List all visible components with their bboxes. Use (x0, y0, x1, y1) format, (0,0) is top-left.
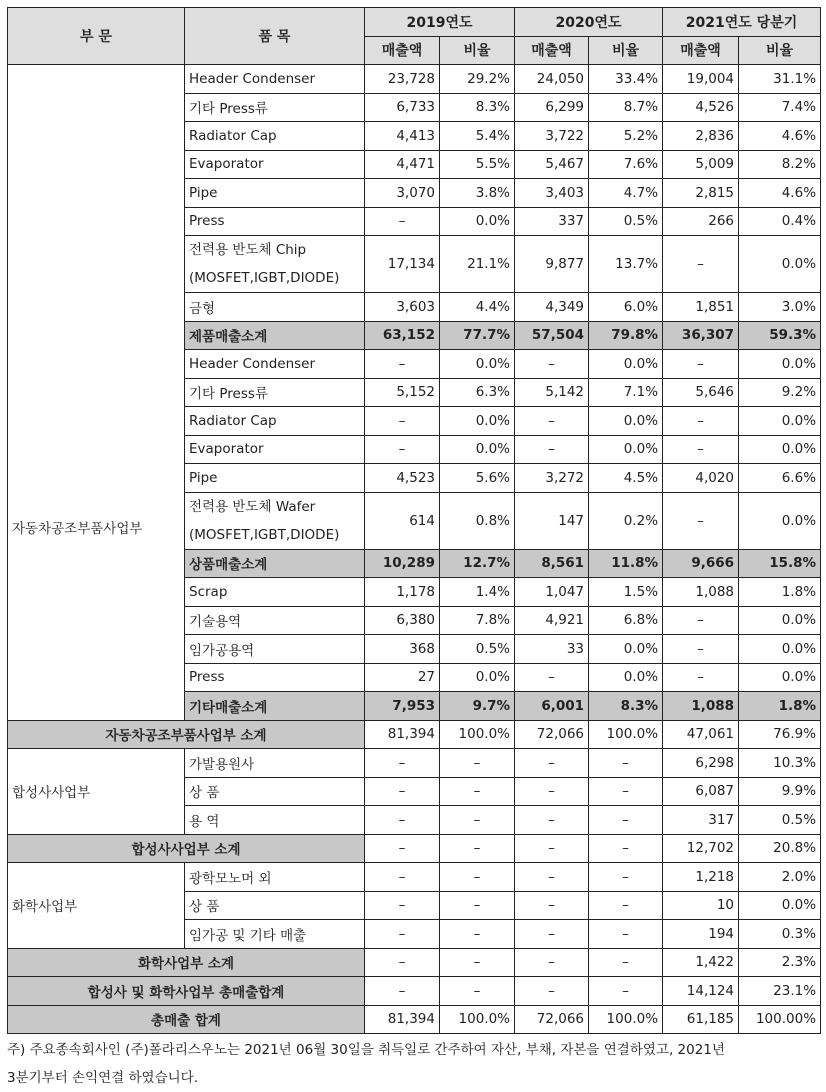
ratio-cell: 6.8% (589, 606, 663, 635)
ratio-cell: 0.0% (589, 435, 663, 464)
sales-amount-cell: – (515, 891, 589, 920)
ratio-cell: 8.7% (589, 93, 663, 122)
division-name-cell: 합성사사업부 (8, 749, 185, 835)
sales-amount-cell: 2,815 (663, 179, 739, 208)
ratio-cell: 0.0% (589, 407, 663, 436)
ratio-cell: 0.0% (440, 207, 515, 236)
sales-amount-cell: – (365, 891, 440, 920)
footnote-line-1: 주) 주요종속회사인 (주)폴라리스우노는 2021년 06월 30일을 취득일로 간주하여 자산, 부채, 자본을 연결하였고, 2021년 (7, 1042, 725, 1058)
sales-amount-cell: 317 (663, 806, 739, 835)
division-header: 부 문 (8, 8, 185, 65)
sales-header: 매출액 (365, 36, 440, 65)
product-item-cell: Pipe (185, 179, 365, 208)
ratio-cell: 0.0% (739, 606, 821, 635)
sales-amount-cell: 1,851 (663, 293, 739, 322)
sales-amount-cell: 1,218 (663, 863, 739, 892)
sales-amount-cell: 4,921 (515, 606, 589, 635)
total-label-cell: 화학사업부 소계 (8, 948, 365, 977)
ratio-cell: – (589, 920, 663, 949)
product-item-cell: 기타매출소계 (185, 692, 365, 721)
ratio-cell: 100.0% (440, 1005, 515, 1034)
sales-amount-cell: 5,142 (515, 378, 589, 407)
sales-amount-cell: 4,413 (365, 122, 440, 151)
sales-amount-cell: 5,152 (365, 378, 440, 407)
product-item-cell: 가발용원사 (185, 749, 365, 778)
sales-amount-cell: 4,471 (365, 150, 440, 179)
ratio-cell: – (440, 948, 515, 977)
sales-amount-cell: – (365, 948, 440, 977)
ratio-cell: 0.5% (440, 635, 515, 664)
ratio-cell: 6.3% (440, 378, 515, 407)
ratio-cell: 59.3% (739, 321, 821, 350)
sales-amount-cell: – (365, 435, 440, 464)
ratio-cell: – (589, 863, 663, 892)
sales-amount-cell: 17,134 (365, 236, 440, 293)
ratio-cell: 4.7% (589, 179, 663, 208)
ratio-cell: – (589, 806, 663, 835)
sales-amount-cell: 368 (365, 635, 440, 664)
sales-amount-cell: – (515, 834, 589, 863)
sales-amount-cell: – (515, 407, 589, 436)
ratio-cell: 4.5% (589, 464, 663, 493)
sales-amount-cell: – (365, 863, 440, 892)
division-total-row (8, 834, 821, 863)
ratio-cell: 1.4% (440, 578, 515, 607)
total-label-cell: 합성사 및 화학사업부 총매출합계 (8, 977, 365, 1006)
product-item-cell: 상 품 (185, 777, 365, 806)
ratio-cell: 0.0% (739, 891, 821, 920)
sales-amount-cell: – (663, 407, 739, 436)
ratio-cell: 0.0% (739, 236, 821, 293)
ratio-cell: 1.8% (739, 578, 821, 607)
sales-amount-cell: – (515, 806, 589, 835)
sales-amount-cell: – (365, 920, 440, 949)
product-item-cell: Header Condenser (185, 65, 365, 94)
sales-amount-cell: – (663, 635, 739, 664)
sales-amount-cell: 9,666 (663, 549, 739, 578)
ratio-cell: – (589, 749, 663, 778)
sales-amount-cell: 5,646 (663, 378, 739, 407)
ratio-cell: 100.0% (589, 1005, 663, 1034)
ratio-cell: 9.2% (739, 378, 821, 407)
ratio-cell: 79.8% (589, 321, 663, 350)
ratio-header: 비율 (739, 36, 821, 65)
product-item-line-1: 전력용 반도체 Chip (189, 242, 307, 258)
ratio-cell: 9.7% (440, 692, 515, 721)
product-header: 품 목 (185, 8, 365, 65)
sales-amount-cell: 3,603 (365, 293, 440, 322)
ratio-cell: 0.0% (739, 663, 821, 692)
sales-amount-cell: 194 (663, 920, 739, 949)
sales-amount-cell: – (365, 350, 440, 379)
sales-amount-cell: – (365, 749, 440, 778)
sales-amount-cell: 266 (663, 207, 739, 236)
product-item-cell (185, 492, 365, 549)
sales-amount-cell: 7,953 (365, 692, 440, 721)
sales-amount-cell: 63,152 (365, 321, 440, 350)
sales-amount-cell: – (515, 920, 589, 949)
sales-amount-cell: 3,070 (365, 179, 440, 208)
ratio-cell: 13.7% (589, 236, 663, 293)
total-label-cell: 자동차공조부품사업부 소계 (8, 720, 365, 749)
ratio-cell: 6.6% (739, 464, 821, 493)
sales-amount-cell: 61,185 (663, 1005, 739, 1034)
period-header-2020: 2020연도 (515, 8, 663, 37)
ratio-cell: 15.8% (739, 549, 821, 578)
ratio-cell: 5.6% (440, 464, 515, 493)
sales-amount-cell: 6,733 (365, 93, 440, 122)
header-row-1 (8, 8, 821, 37)
sales-amount-cell: 47,061 (663, 720, 739, 749)
sales-amount-cell: 5,467 (515, 150, 589, 179)
ratio-cell: 8.2% (739, 150, 821, 179)
ratio-cell: – (440, 891, 515, 920)
product-item-cell: 기타 Press류 (185, 93, 365, 122)
product-item-line-2: (MOSFET,IGBT,DIODE) (189, 270, 340, 286)
table-row (8, 65, 821, 94)
product-item-cell: Header Condenser (185, 350, 365, 379)
ratio-cell: 100.0% (440, 720, 515, 749)
product-item-cell: Evaporator (185, 435, 365, 464)
ratio-cell: 0.0% (739, 435, 821, 464)
ratio-cell: 4.6% (739, 122, 821, 151)
sales-amount-cell: 1,088 (663, 692, 739, 721)
ratio-header: 비율 (440, 36, 515, 65)
ratio-cell: – (440, 777, 515, 806)
ratio-cell: 5.4% (440, 122, 515, 151)
ratio-cell: 12.7% (440, 549, 515, 578)
sales-amount-cell: 72,066 (515, 720, 589, 749)
sales-amount-cell: 6,380 (365, 606, 440, 635)
ratio-cell: 77.7% (440, 321, 515, 350)
product-item-cell: Press (185, 207, 365, 236)
sales-amount-cell: 81,394 (365, 1005, 440, 1034)
ratio-cell: – (589, 834, 663, 863)
sales-amount-cell: 3,722 (515, 122, 589, 151)
ratio-cell: – (440, 806, 515, 835)
ratio-cell: – (589, 891, 663, 920)
sales-amount-cell: – (663, 435, 739, 464)
sales-amount-cell: 1,047 (515, 578, 589, 607)
sales-amount-cell: 1,422 (663, 948, 739, 977)
sales-amount-cell: 24,050 (515, 65, 589, 94)
sales-amount-cell: 19,004 (663, 65, 739, 94)
sales-amount-cell: – (515, 749, 589, 778)
ratio-cell: 8.3% (589, 692, 663, 721)
sales-amount-cell: – (663, 663, 739, 692)
ratio-cell: 4.6% (739, 179, 821, 208)
ratio-cell: 3.8% (440, 179, 515, 208)
sales-amount-cell: – (515, 663, 589, 692)
sales-amount-cell: 9,877 (515, 236, 589, 293)
sales-amount-cell: – (365, 977, 440, 1006)
ratio-cell: – (440, 977, 515, 1006)
sales-amount-cell: – (515, 863, 589, 892)
ratio-cell: 0.3% (739, 920, 821, 949)
sales-amount-cell: – (663, 236, 739, 293)
product-item-cell: 금형 (185, 293, 365, 322)
ratio-cell: 0.0% (440, 663, 515, 692)
sales-amount-cell: – (365, 834, 440, 863)
product-item-cell: 광학모노머 외 (185, 863, 365, 892)
sales-amount-cell: 12,702 (663, 834, 739, 863)
ratio-cell: 7.8% (440, 606, 515, 635)
ratio-cell: 7.6% (589, 150, 663, 179)
sales-amount-cell: 4,020 (663, 464, 739, 493)
ratio-cell: 3.0% (739, 293, 821, 322)
table-row (8, 863, 821, 892)
product-item-cell: 기타 Press류 (185, 378, 365, 407)
ratio-cell: 0.8% (440, 492, 515, 549)
ratio-cell: 11.8% (589, 549, 663, 578)
sales-amount-cell: 6,298 (663, 749, 739, 778)
ratio-cell: 20.8% (739, 834, 821, 863)
ratio-cell: 0.2% (589, 492, 663, 549)
ratio-header: 비율 (589, 36, 663, 65)
product-item-cell (185, 236, 365, 293)
division-total-row (8, 977, 821, 1006)
ratio-cell: 0.0% (739, 492, 821, 549)
period-header-2021: 2021연도 당분기 (663, 8, 821, 37)
sales-amount-cell: – (515, 350, 589, 379)
ratio-cell: 100.00% (739, 1005, 821, 1034)
total-label-cell: 합성사사업부 소계 (8, 834, 365, 863)
product-item-cell: Pipe (185, 464, 365, 493)
sales-amount-cell: – (515, 435, 589, 464)
sales-amount-cell: – (365, 207, 440, 236)
sales-amount-cell: 1,088 (663, 578, 739, 607)
sales-amount-cell: 4,526 (663, 93, 739, 122)
ratio-cell: 0.0% (440, 350, 515, 379)
sales-amount-cell: 147 (515, 492, 589, 549)
product-item-cell: 임가공용역 (185, 635, 365, 664)
sales-amount-cell: 6,087 (663, 777, 739, 806)
ratio-cell: – (589, 948, 663, 977)
ratio-cell: 7.1% (589, 378, 663, 407)
table-row (8, 749, 821, 778)
ratio-cell: 6.0% (589, 293, 663, 322)
sales-header: 매출액 (515, 36, 589, 65)
sales-amount-cell: – (365, 407, 440, 436)
sales-amount-cell: 72,066 (515, 1005, 589, 1034)
sales-amount-cell: – (663, 350, 739, 379)
ratio-cell: 0.0% (440, 435, 515, 464)
ratio-cell: 0.0% (589, 635, 663, 664)
product-item-cell: 상품매출소계 (185, 549, 365, 578)
ratio-cell: – (440, 834, 515, 863)
ratio-cell: 8.3% (440, 93, 515, 122)
sales-amount-cell: – (515, 948, 589, 977)
ratio-cell: 76.9% (739, 720, 821, 749)
ratio-cell: – (440, 749, 515, 778)
ratio-cell: 5.5% (440, 150, 515, 179)
ratio-cell: 1.8% (739, 692, 821, 721)
ratio-cell: 2.0% (739, 863, 821, 892)
sales-amount-cell: 14,124 (663, 977, 739, 1006)
ratio-cell: 100.0% (589, 720, 663, 749)
ratio-cell: – (589, 977, 663, 1006)
product-item-cell: 기술용역 (185, 606, 365, 635)
ratio-cell: 0.0% (739, 407, 821, 436)
ratio-cell: 21.1% (440, 236, 515, 293)
period-header-2019: 2019연도 (365, 8, 515, 37)
sales-amount-cell: – (515, 777, 589, 806)
sales-amount-cell: – (365, 806, 440, 835)
sales-amount-cell: 27 (365, 663, 440, 692)
ratio-cell: 5.2% (589, 122, 663, 151)
sales-amount-cell: 36,307 (663, 321, 739, 350)
sales-amount-cell: 4,349 (515, 293, 589, 322)
sales-by-division-table (7, 7, 821, 1034)
ratio-cell: 10.3% (739, 749, 821, 778)
sales-amount-cell: – (515, 977, 589, 1006)
sales-amount-cell: 33 (515, 635, 589, 664)
ratio-cell: 9.9% (739, 777, 821, 806)
sales-amount-cell: 2,836 (663, 122, 739, 151)
sales-amount-cell: 337 (515, 207, 589, 236)
ratio-cell: 0.0% (739, 350, 821, 379)
product-item-cell: 용 역 (185, 806, 365, 835)
sales-amount-cell: 57,504 (515, 321, 589, 350)
total-label-cell: 총매출 합계 (8, 1005, 365, 1034)
ratio-cell: 0.5% (589, 207, 663, 236)
product-item-cell: Scrap (185, 578, 365, 607)
sales-header: 매출액 (663, 36, 739, 65)
ratio-cell: 0.0% (589, 663, 663, 692)
ratio-cell: 0.0% (589, 350, 663, 379)
sales-amount-cell: 4,523 (365, 464, 440, 493)
ratio-cell: 31.1% (739, 65, 821, 94)
sales-amount-cell: – (663, 492, 739, 549)
product-item-line-1: 전력용 반도체 Wafer (189, 498, 316, 515)
ratio-cell: 1.5% (589, 578, 663, 607)
product-item-cell: Evaporator (185, 150, 365, 179)
product-item-cell: 제품매출소계 (185, 321, 365, 350)
ratio-cell: 7.4% (739, 93, 821, 122)
ratio-cell: 33.4% (589, 65, 663, 94)
ratio-cell: 4.4% (440, 293, 515, 322)
ratio-cell: – (440, 863, 515, 892)
sales-amount-cell: 8,561 (515, 549, 589, 578)
footnote-line-2: 3분기부터 손익연결 하였습니다. (7, 1070, 198, 1086)
ratio-cell: – (589, 777, 663, 806)
sales-amount-cell: 6,299 (515, 93, 589, 122)
division-total-row (8, 720, 821, 749)
footnote (7, 1036, 822, 1092)
division-name-cell: 화학사업부 (8, 863, 185, 949)
sales-amount-cell: 10 (663, 891, 739, 920)
sales-amount-cell: 5,009 (663, 150, 739, 179)
product-item-cell: Radiator Cap (185, 122, 365, 151)
sales-amount-cell: 614 (365, 492, 440, 549)
sales-amount-cell: 3,272 (515, 464, 589, 493)
division-name-cell: 자동차공조부품사업부 (8, 65, 185, 721)
product-item-cell: 상 품 (185, 891, 365, 920)
ratio-cell: 0.0% (739, 635, 821, 664)
sales-amount-cell: 6,001 (515, 692, 589, 721)
product-item-cell: Press (185, 663, 365, 692)
ratio-cell: – (440, 920, 515, 949)
product-item-line-2: (MOSFET,IGBT,DIODE) (189, 526, 340, 543)
ratio-cell: 29.2% (440, 65, 515, 94)
division-total-row (8, 948, 821, 977)
product-item-cell: 임가공 및 기타 매출 (185, 920, 365, 949)
sales-amount-cell: 81,394 (365, 720, 440, 749)
ratio-cell: 2.3% (739, 948, 821, 977)
sales-amount-cell: – (663, 606, 739, 635)
sales-amount-cell: 3,403 (515, 179, 589, 208)
sales-amount-cell: 10,289 (365, 549, 440, 578)
sales-amount-cell: 23,728 (365, 65, 440, 94)
sales-amount-cell: 1,178 (365, 578, 440, 607)
sales-amount-cell: – (365, 777, 440, 806)
ratio-cell: 0.4% (739, 207, 821, 236)
division-total-row (8, 1005, 821, 1034)
ratio-cell: 0.0% (440, 407, 515, 436)
ratio-cell: 23.1% (739, 977, 821, 1006)
product-item-cell: Radiator Cap (185, 407, 365, 436)
ratio-cell: 0.5% (739, 806, 821, 835)
